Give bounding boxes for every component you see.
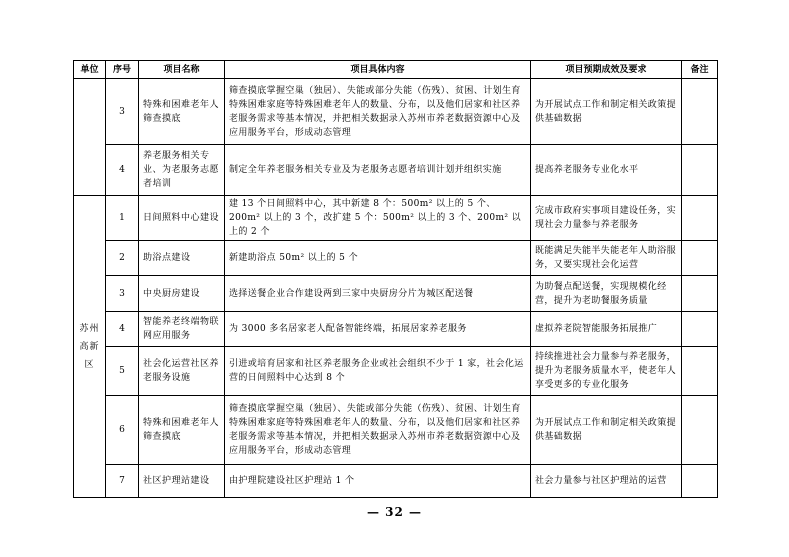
page-number: — 32 —	[366, 505, 423, 519]
table-row	[74, 347, 718, 396]
row-name: 社区护理站建设	[139, 465, 225, 498]
row-num: 7	[106, 465, 139, 498]
row-num: 2	[106, 241, 139, 276]
row-num: 6	[106, 396, 139, 465]
unit-cell-suzhou-gaoxin	[74, 196, 106, 498]
row-effect: 持续推进社会力量参与养老服务，提升为老服务质量水平，使老年人享受更多的专业化服务	[531, 347, 682, 396]
row-remark	[682, 79, 718, 145]
table-row	[74, 465, 718, 498]
row-name: 特殊和困难老年人筛查摸底	[139, 396, 225, 465]
row-effect: 完成市政府实事项目建设任务，实现社会力量参与养老服务	[531, 196, 682, 241]
row-remark	[682, 145, 718, 196]
row-effect: 为开展试点工作和制定相关政策提供基础数据	[531, 79, 682, 145]
row-num: 4	[106, 145, 139, 196]
row-effect: 既能满足失能半失能老年人助浴服务，又要实现社会化运营	[531, 241, 682, 276]
row-remark	[682, 312, 718, 347]
row-remark	[682, 396, 718, 465]
table-header-row	[74, 61, 718, 79]
table-row	[74, 196, 718, 241]
row-name: 中央厨房建设	[139, 276, 225, 312]
row-effect: 为开展试点工作和制定相关政策提供基础数据	[531, 396, 682, 465]
row-content: 为 3000 多名居家老人配备智能终端，拓展居家养老服务	[225, 312, 531, 347]
row-remark	[682, 196, 718, 241]
row-effect: 为助餐点配送餐，实现规模化经营，提升为老助餐服务质量	[531, 276, 682, 312]
row-name: 助浴点建设	[139, 241, 225, 276]
row-num: 3	[106, 276, 139, 312]
row-remark	[682, 241, 718, 276]
row-name: 特殊和困难老年人筛查摸底	[139, 79, 225, 145]
row-remark	[682, 465, 718, 498]
header-num: 序号	[106, 61, 139, 79]
row-num: 4	[106, 312, 139, 347]
row-content: 新建助浴点 50m² 以上的 5 个	[225, 241, 531, 276]
row-remark	[682, 347, 718, 396]
row-num: 3	[106, 79, 139, 145]
table-row	[74, 276, 718, 312]
row-name: 养老服务相关专业、为老服务志愿者培训	[139, 145, 225, 196]
row-content: 筛查摸底掌握空巢（独居）、失能或部分失能（伤残）、贫困、计划生育特殊困难家庭等特殊困难老年人的数量、分布，以及他们居家和社区养老服务需求等基本情况，并把相关数据录入苏州市养老数据资源中心及应用服务平台，形成动态管理	[225, 396, 531, 465]
row-num: 5	[106, 347, 139, 396]
unit-text-line: 区	[84, 359, 95, 370]
unit-cell-continued	[74, 79, 106, 196]
row-name: 智能养老终端物联网应用服务	[139, 312, 225, 347]
table-row	[74, 145, 718, 196]
row-content: 引进或培育居家和社区养老服务企业或社会组织不少于 1 家，社会化运营的日间照料中心达到 8 个	[225, 347, 531, 396]
header-effect: 项目预期成效及要求	[531, 61, 682, 79]
header-remark: 备注	[682, 61, 718, 79]
table-row	[74, 241, 718, 276]
row-content: 建 13 个日间照料中心，其中新建 8 个：500m² 以上的 5 个、200m² 以上的 3 个，改扩建 5 个：500m² 以上的 3 个、200m² 以上的 2 个	[225, 196, 531, 241]
unit-text-line: 高新	[79, 341, 100, 352]
project-table	[73, 60, 718, 498]
table-row	[74, 396, 718, 465]
row-content: 由护理院建设社区护理站 1 个	[225, 465, 531, 498]
row-content: 选择送餐企业合作建设两到三家中央厨房分片为城区配送餐	[225, 276, 531, 312]
header-content: 项目具体内容	[225, 61, 531, 79]
row-name: 社会化运营社区养老服务设施	[139, 347, 225, 396]
row-num: 1	[106, 196, 139, 241]
row-effect: 提高养老服务专业化水平	[531, 145, 682, 196]
header-unit: 单位	[74, 61, 106, 79]
row-effect: 虚拟养老院智能服务拓展推广	[531, 312, 682, 347]
table-row	[74, 312, 718, 347]
row-content: 筛查摸底掌握空巢（独居）、失能或部分失能（伤残）、贫困、计划生育特殊困难家庭等特殊困难老年人的数量、分布，以及他们居家和社区养老服务需求等基本情况，并把相关数据录入苏州市养老数据资源中心及应用服务平台，形成动态管理	[225, 79, 531, 145]
row-content: 制定全年养老服务相关专业及为老服务志愿者培训计划并组织实施	[225, 145, 531, 196]
row-remark	[682, 276, 718, 312]
row-name: 日间照料中心建设	[139, 196, 225, 241]
unit-text-line: 苏州	[79, 323, 100, 334]
row-effect: 社会力量参与社区护理站的运营	[531, 465, 682, 498]
table-row	[74, 79, 718, 145]
header-name: 项目名称	[139, 61, 225, 79]
